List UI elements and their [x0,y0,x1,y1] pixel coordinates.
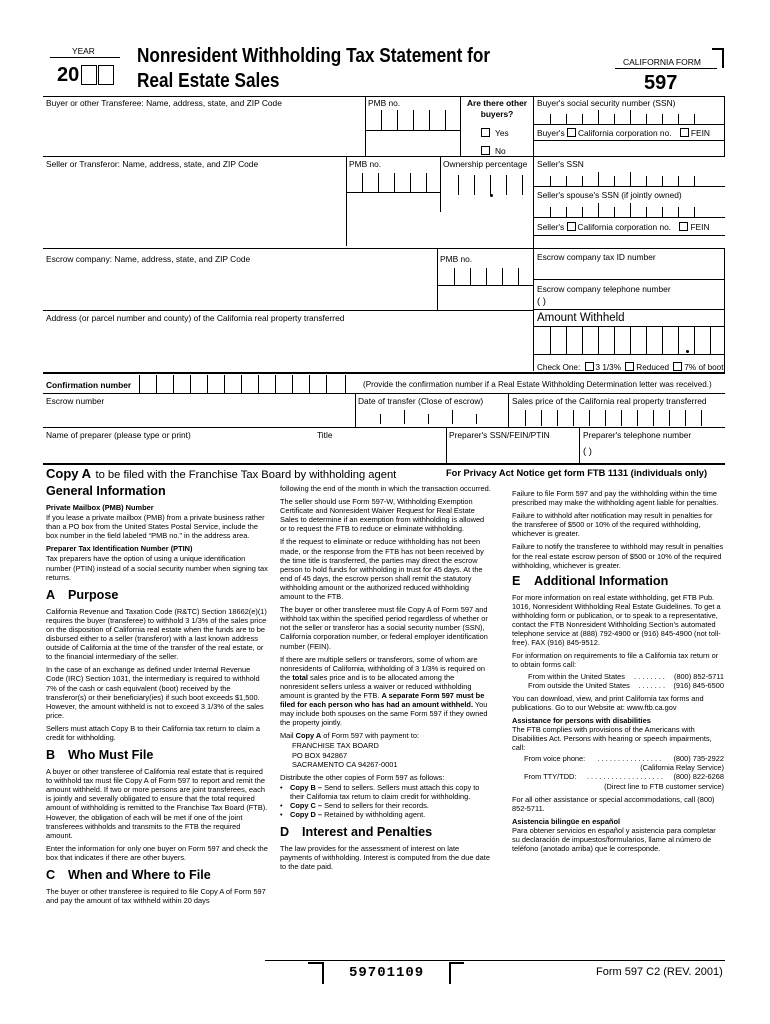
mail-instruction: Mail Copy A of Form 597 with payment to: [280,731,419,741]
spanish-text: Para obtener servicios en español y asistencia para completar su declaración de impuestos/formularios, llame al número de teléfono (anotado arriba) que le corresponde. [512,825,716,854]
who-must-file-p2: Enter the information for only one buyer on Form 597 and check the box that indicates if there are other buyers. [46,843,268,862]
general-information-heading: General Information [46,484,166,498]
escrow-number-label: Escrow number [46,396,105,406]
year-label: YEAR [72,46,95,56]
disabilities-heading: Assistance for persons with disabilities [512,715,651,725]
ownership-percentage-label: Ownership percentage [443,159,528,169]
additional-info-p1: For more information on real estate withholding, get FTB Pub. 1016, Nonresident Withholding Real Estate Guidelines. To get a withholding form or publication, or to speak to a representative, contact the FTB Nonresident Withholding Section’s automated telephone service at (888) 792-4900 or (916) 845-4900 (not toll-free). FAX (916) 845-9512. [512,592,721,648]
preparer-name-label: Name of preparer (please type or print) [46,430,191,440]
buyer-name-input[interactable] [45,110,363,154]
year-digit-box-1[interactable] [81,65,97,85]
purpose-p2: In the case of an exchange as defined under Internal Revenue Code (IRC) Section 1031, the intermediary is required to withhold 7% of the cash or cash equivalent (boot) received by the transferor(s) or their beneficiary(ies) if such boot exceeds $1,500. However, the amount withheld is not to exceed 3 1/3% of the sales price. [46,665,264,720]
c2-p2: The seller should use Form 597-W, Withholding Exemption Certificate and Nonresident Waiver Request for Real Estate Sales to determine if an exemption from withholding is allowed or to request the FTB to reduce or eliminate withholding. [280,497,485,534]
other-buyers-question: Are there other buyers? [466,98,528,119]
purpose-p1: California Revenue and Taxation Code (R&TC) Section 18662(e)(1) requires the buyer (transferee) to withhold 3 1/3% of the sales price on the disposition of California real estate when the funds are to be disbursed either to a seller (transferor) with a last known address outside of California at the time of the transfer of the real estate, or to the financial intermediary of the seller. [46,606,267,662]
escrow-pmb-label: PMB no. [440,254,473,264]
california-form-label: CALIFORNIA FORM [623,57,701,67]
yes-label: Yes [495,128,509,138]
copy-d-bullet: • Copy D – Retained by withholding agent. [280,810,426,820]
escrow-number-input[interactable] [45,407,350,425]
tty-note: (Direct line to FTB customer service) [604,781,724,791]
preparer-name-input[interactable] [45,441,310,461]
buyer-fein-checkbox[interactable] [680,128,689,137]
form-title-line2: Real Estate Sales [137,70,280,92]
when-where-p1: The buyer or other transferee is required to file Copy A of Form 597 and pay the amount of tax withheld within 20 days [46,887,266,906]
ownership-percentage-input[interactable] [441,170,533,210]
seller-name-label: Seller or Transferor: Name, address, state, and ZIP Code [46,159,259,169]
c2-p1: following the end of the month in which the transaction occurred. [280,484,491,493]
confirmation-number-input[interactable] [140,375,345,393]
additional-info-heading: E Additional Information [512,573,669,588]
instructions-column-1 [46,484,268,909]
seller-spouse-ssn-input[interactable] [534,201,724,217]
buyer-ca-corp-checkbox[interactable] [567,128,576,137]
rate-3-1-3-checkbox[interactable] [585,362,594,371]
instructions-column-2 [280,484,492,875]
c3-p3: Failure to notify the transferee to withhold may result in penalties for the real estate escrow person of $500 or 10% of the required withholding, whichever is greater. [512,542,724,570]
other-assistance: For all other assistance or special accommodations, call (800) 852-5711. [512,794,715,813]
property-address-input[interactable] [45,325,531,369]
buyer-name-label: Buyer or other Transferee: Name, address, state, and ZIP Code [46,98,282,108]
year-digit-box-2[interactable] [98,65,114,85]
seller-ssn-label: Seller's SSN [537,159,584,169]
confirmation-number-label: Confirmation number [46,380,132,390]
who-must-file-p1: A buyer or other transferee of California real estate that is required to withhold tax must file Copy A of Form 597 to report and remit the amount withheld. If two or more persons are joint transferees, each is jointly and severally obligated to ensure that the total required amount of withholding is remitted to the Franchise Tax Board (FTB). However, the obligation of each will be met if one of the joint transferees withholds and transmits to the FTB the required amount. [46,767,268,840]
tty-phone: From TTY/TDD: . . . . . . . . . . . . . . . . . . . (800) 822-6268 [524,772,724,782]
seller-type-row: Seller's California corporation no. FEIN [537,222,710,232]
additional-info-p2: For information on requirements to file a California tax return or to obtain forms call: [512,651,719,670]
copy-c-bullet: • Copy C – Send to sellers for their records. [280,801,429,810]
escrow-phone-label: Escrow company telephone number [537,284,671,294]
c2-p3: If the request to eliminate or reduce withholding has not been made, or the response from the FTB has not been received by the time title is transferred, the parties may direct the escrow person to hold funds for withholding in trust for 45 days. At the end of 45 days, the escrow person shall remit the statutory withholding amount or the authorized reduced withholding amount to the FTB. [280,537,484,602]
c2-p5: If there are multiple sellers or transferors, some of whom are nonresidents of California, withholding of 3 1/3% is required on the total sales price and is to be allocated among the nonresident sellers unless a waiver or reduced withholding amount is granted by the FTB. A separate Form 597 must be filed for each person who has had an amount withheld. You may include both spouses on the same Form 597 if they owned the property jointly. [280,654,488,728]
who-must-file-heading: B Who Must File [46,748,154,763]
c2-p4: The buyer or other transferee must file Copy A of Form 597 and withhold tax within the specified period regardless of whether or not the seller or transferor has a social security number (SSN), California corporation number, or federal employer identification number (FEIN). [280,605,488,651]
seller-ssn-input[interactable] [534,170,724,186]
copy-a-line: Copy A to be filed with the Franchise Tax Board by withholding agent [46,466,397,481]
transfer-date-label: Date of transfer (Close of escrow) [358,396,484,406]
form-title-line1: Nonresident Withholding Tax Statement for [137,45,491,67]
phone-outside-us: From outside the United States . . . . . . . (916) 845-6500 [528,680,724,690]
other-buyers-yes-checkbox[interactable] [481,128,490,137]
relay-note: (California Relay Service) [640,763,724,773]
transfer-date-input[interactable] [356,407,506,425]
preparer-phone-label: Preparer's telephone number [583,430,692,440]
form-revision: Form 597 C2 (REV. 2001) [596,966,723,978]
preparer-title-label: Title [317,430,333,440]
disabilities-text: The FTB complies with provisions of the Americans with Disabilities Act. Persons with hearing or speech impairments, call: [512,724,712,753]
preparer-phone-input[interactable]: ( ) [583,446,592,457]
pmb-text: If you lease a private mailbox (PMB) from a private business rather than a PO box from the United States Postal Service, include the box number in the field labeled “PMB no.” in the address area. [46,513,265,541]
seller-pmb-label: PMB no. [349,159,382,169]
when-where-heading: C When and Where to File [46,868,211,882]
check-one-row: Check One: 3 1/3% Reduced 7% of boot [537,363,724,372]
form-barcode-number: 59701109 [349,965,425,981]
rate-7-boot-checkbox[interactable] [673,362,682,371]
instructions-column-3 [512,489,724,857]
c3-p1: Failure to file Form 597 and pay the withholding within the time prescribed may make the withholding agent liable for penalties. [512,489,719,508]
website-text: You can download, view, and print California tax forms and publications. Go to our Website at: www.ftb.ca.gov [512,693,704,712]
buyer-type-row: Buyer's California corporation no. FEIN [537,128,710,138]
ptin-text: Tax preparers have the option of using a unique identification number (PTIN) instead of a social security number when signing tax returns. [46,554,268,582]
year-prefix: 20 [57,64,80,86]
escrow-name-input[interactable] [45,266,435,306]
amount-withheld-label: Amount Withheld [537,312,625,324]
c3-p2: Failure to withhold after notification may result in penalties for the transferee of $500 or 10% of the required withholding, whichever is greater. [512,511,713,539]
interest-penalties-p1: The law provides for the assessment of interest on late payments of withholding. Interest is computed from the due date to the date paid. [280,844,490,872]
seller-spouse-ssn-label: Seller's spouse's SSN (if jointly owned) [537,190,682,200]
form-number: 597 [644,72,678,94]
preparer-ptin-input[interactable] [447,441,577,461]
seller-ca-corp-checkbox[interactable] [567,222,576,231]
confirmation-note: (Provide the confirmation number if a Real Estate Withholding Determination letter was received.) [363,380,712,389]
voice-phone: From voice phone: . . . . . . . . . . . . . . . . (800) 735-2922 [524,754,724,764]
rate-reduced-checkbox[interactable] [625,362,634,371]
purpose-p3: Sellers must attach Copy B to their California tax return to claim a credit for withholding. [46,723,261,742]
spanish-heading: Asistencia bilingüe en español [512,816,621,826]
distribute-text: Distribute the other copies of Form 597 as follows: [280,772,445,782]
buyer-ssn-label: Buyer's social security number (SSN) [537,98,676,108]
property-address-label: Address (or parcel number and county) of the California real property transferred [46,313,345,323]
preparer-ptin-label: Preparer's SSN/FEIN/PTIN [449,430,550,440]
amount-withheld-input[interactable] [534,326,724,354]
other-buyers-no-checkbox[interactable] [481,146,490,155]
seller-name-input[interactable] [45,171,345,241]
copy-b-bullet: • Copy B – Send to sellers. Sellers must attach this copy to their California tax return to claim credit for withholding. [280,782,480,801]
no-label: No [495,146,506,156]
escrow-tax-id-label: Escrow company tax ID number [537,252,656,262]
seller-fein-checkbox[interactable] [679,222,688,231]
ptin-heading: Preparer Tax Identification Number (PTIN) [46,544,193,554]
mail-address: FRANCHISE TAX BOARD PO BOX 942867 SACRAMENTO CA 94267-0001 [292,741,398,769]
escrow-phone-input[interactable]: ( ) [537,296,546,307]
pmb-heading: Private Mailbox (PMB) Number [46,503,154,512]
purpose-heading: A Purpose [46,587,119,602]
interest-penalties-heading: D Interest and Penalties [280,825,433,840]
buyer-pmb-label: PMB no. [368,98,401,108]
escrow-name-label: Escrow company: Name, address, state, and ZIP Code [46,254,251,264]
sales-price-label: Sales price of the California real property transferred [512,396,707,406]
escrow-tax-id-input[interactable] [534,263,724,279]
buyer-ssn-input[interactable] [534,108,724,124]
privacy-notice: For Privacy Act Notice get form FTB 1131 (individuals only) [446,468,708,478]
preparer-title-input[interactable] [315,441,443,461]
phone-within-us: From within the United States . . . . . . . . (800) 852-5711 [528,671,724,681]
